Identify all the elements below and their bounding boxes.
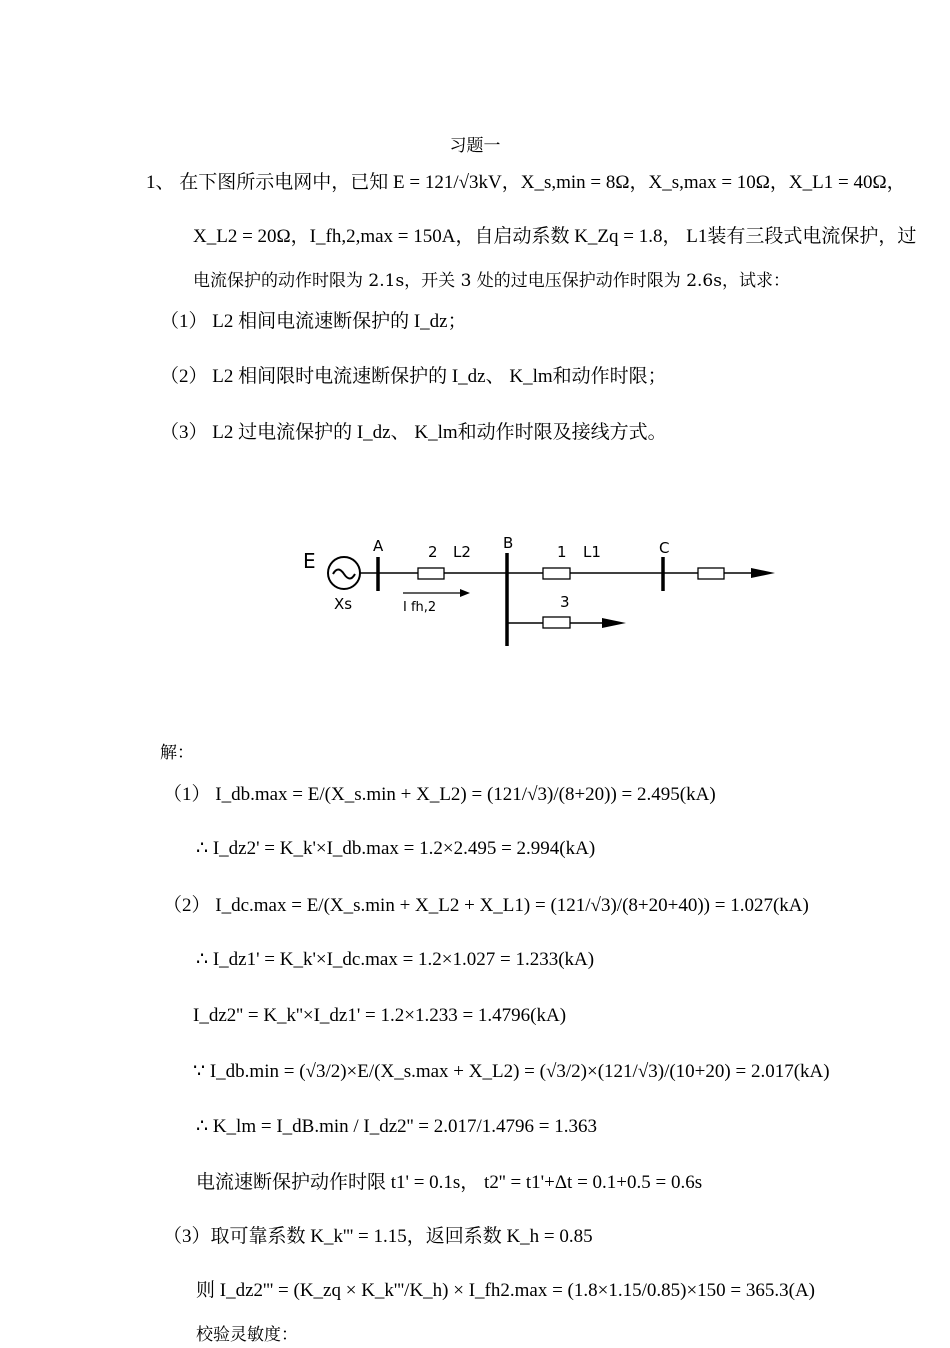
label-sw1: 1: [557, 543, 567, 561]
solution-3a: （3）取可靠系数 K_k''' = 1.15，返回系数 K_h = 0.85: [163, 1226, 593, 1247]
output-arrowhead: [751, 568, 775, 578]
question-3: （3） L2 过电流保护的 I_dz、 K_lm和动作时限及接线方式。: [160, 422, 667, 443]
solution-1b: ∴ I_dz2' = K_k'×I_db.max = 1.2×2.495 = 2.994(kA): [196, 838, 596, 859]
branch-arrowhead: [602, 618, 626, 628]
solution-2a: （2） I_dc.max = E/(X_s.min + X_L2 + X_L1) = (121/√3)/(8+20+40)) = 1.027(kA): [163, 895, 809, 916]
label-sw2: 2: [428, 543, 438, 561]
page-title: 习题一: [449, 136, 501, 156]
solution-2f: 电流速断保护动作时限 t1' = 0.1s， t2'' = t1'+Δt = 0.1+0.5 = 0.6s: [196, 1172, 703, 1193]
label-l1: L1: [583, 543, 601, 561]
label-l2: L2: [453, 543, 471, 561]
label-load-current: I fh,2: [403, 600, 437, 615]
breaker-out: [698, 568, 724, 579]
solution-2e: ∴ K_lm = I_dB.min / I_dz2'' = 2.017/1.4796 = 1.363: [196, 1116, 597, 1137]
solution-3c: 校验灵敏度：: [196, 1325, 298, 1345]
solution-1a: （1） I_db.max = E/(X_s.min + X_L2) = (121/√3)/(8+20)) = 2.495(kA): [163, 784, 716, 805]
label-bus-c: C: [659, 539, 670, 557]
question-1: （1） L2 相间电流速断保护的 I_dz；: [160, 311, 467, 332]
question-2: （2） L2 相间限时电流速断保护的 I_dz、 K_lm和动作时限；: [160, 366, 667, 387]
current-arrowhead: [460, 589, 470, 597]
problem-line-1: 1、 在下图所示电网中，已知 E = 121/√3kV，X_s,min = 8Ω，X_s,max = 10Ω，X_L1 = 40Ω，: [146, 172, 906, 193]
solution-2b: ∴ I_dz1' = K_k'×I_dc.max = 1.2×1.027 = 1.233(kA): [196, 949, 595, 970]
breaker-3: [543, 617, 570, 628]
breaker-2: [418, 568, 444, 579]
solution-header: 解：: [160, 743, 194, 763]
label-xs: Xs: [334, 595, 353, 613]
solution-2d: ∵ I_db.min = (√3/2)×E/(X_s.max + X_L2) = (√3/2)×(121/√3)/(10+20) = 2.017(kA): [193, 1061, 830, 1082]
problem-line-3: 电流保护的动作时限为 2.1s，开关 3 处的过电压保护动作时限为 2.6s，试求：: [193, 271, 790, 291]
breaker-1: [543, 568, 570, 579]
solution-2c: I_dz2'' = K_k''×I_dz1' = 1.2×1.233 = 1.4796(kA): [193, 1005, 567, 1026]
label-bus-b: B: [503, 534, 514, 552]
label-bus-a: A: [373, 537, 384, 555]
sine-wave: [333, 570, 355, 579]
label-e: E: [303, 549, 316, 573]
solution-3b: 则 I_dz2''' = (K_zq × K_k'''/K_h) × I_fh2.max = (1.8×1.15/0.85)×150 = 365.3(A): [196, 1280, 816, 1301]
problem-line-2: X_L2 = 20Ω，I_fh,2,max = 150A，自启动系数 K_Zq = 1.8， L1装有三段式电流保护，过: [193, 226, 917, 247]
label-sw3: 3: [560, 593, 570, 611]
